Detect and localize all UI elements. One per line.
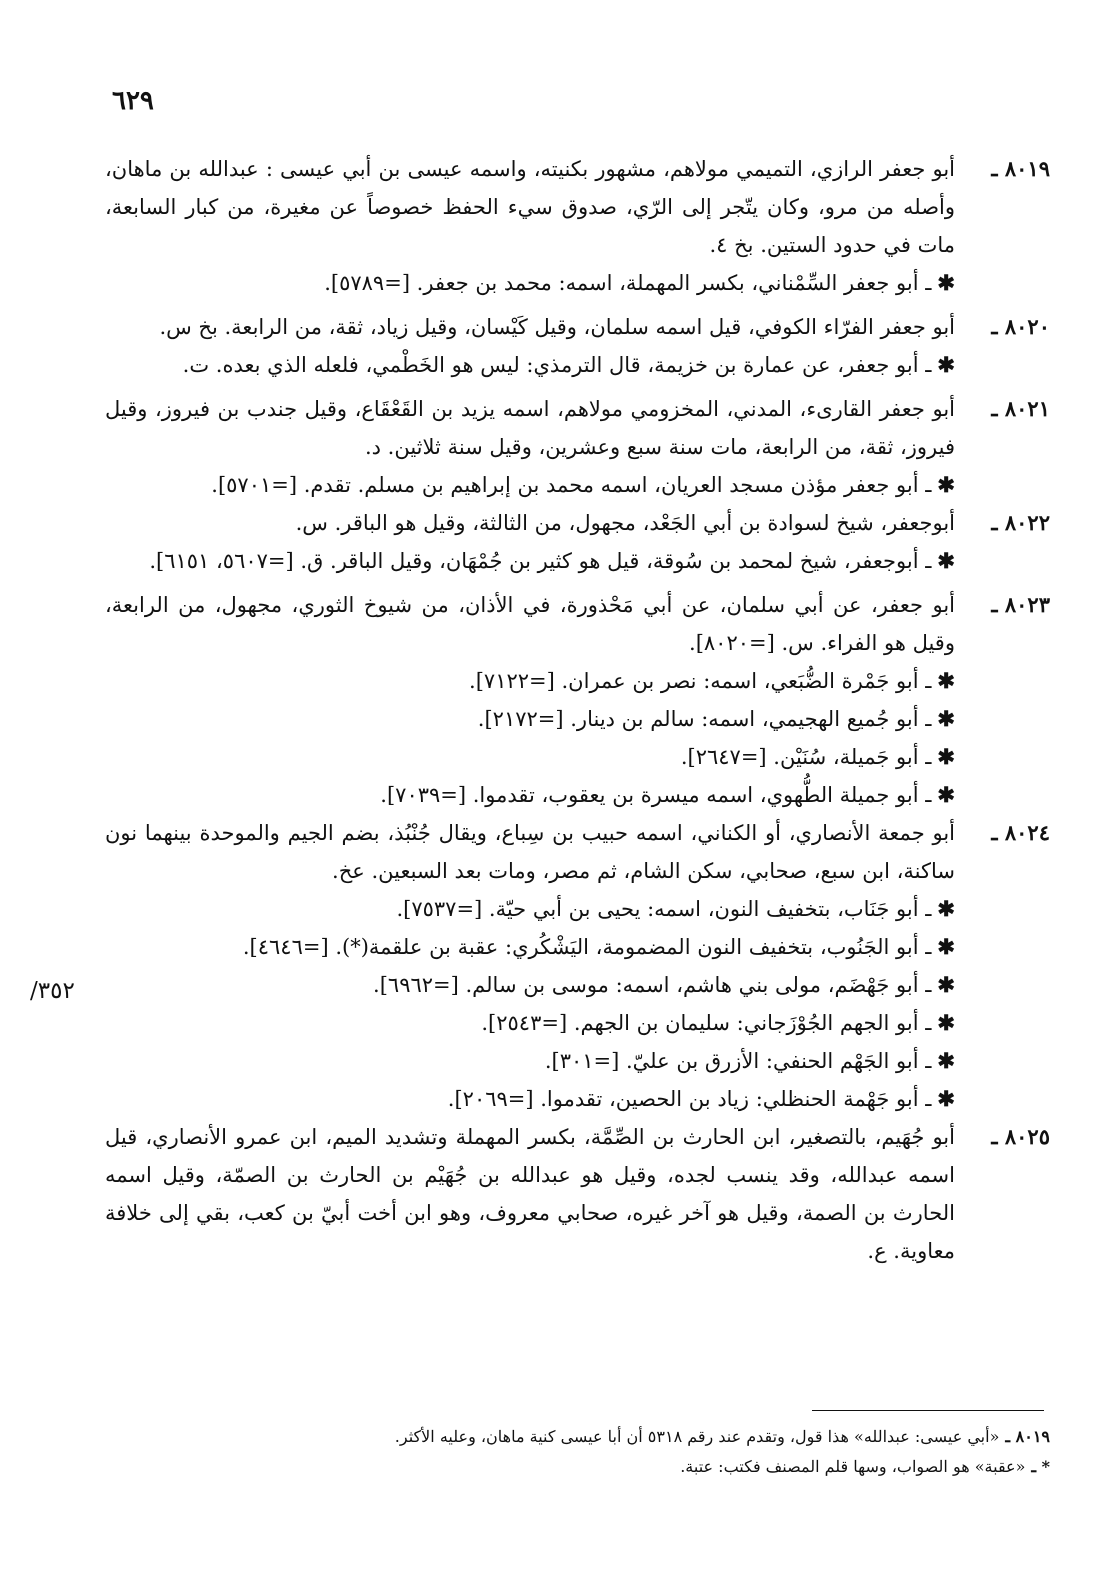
- reference-text: ـ أبو جُميع الهجيمي، اسمه: سالم بن دينار. [=٢١٧٢].: [477, 707, 932, 731]
- reference-line: [105, 466, 1050, 504]
- footnote-number: * ـ: [1031, 1457, 1050, 1476]
- entry-text: أبوجعفر، شيخ لسوادة بن أبي الجَعْد، مجهول، من الثالثة، وقيل هو الباقر. س.: [295, 511, 955, 535]
- reference-text: ـ أبو جعفر، عن عمارة بن خزيمة، قال الترمذي: ليس هو الخَطْمي، فلعله الذي بعده. ت.: [182, 353, 932, 377]
- entry-8023: [105, 586, 1050, 662]
- entry-number: ٨٠٢٢ ـ: [991, 510, 1050, 535]
- reference-line: [105, 1004, 1050, 1042]
- asterisk-icon: ✱: [937, 352, 955, 377]
- entry-number: ٨٠٢٥ ـ: [991, 1124, 1050, 1149]
- reference-text: ـ أبو الجَنُوب، بتخفيف النون المضمومة، اليَشْكُري: عقبة بن علقمة(*). [=٤٦٤٦].: [242, 935, 932, 959]
- entry-text: أبو جعفر الفرّاء الكوفي، قيل اسمه سلمان، وقيل كَيْسان، وقيل زياد، ثقة، من الرابعة. بخ س.: [159, 315, 955, 339]
- reference-text: ـ أبو جَميلة، سُنَيْن. [=٢٦٤٧].: [680, 745, 932, 769]
- entry-number: ٨٠٢٣ ـ: [991, 592, 1050, 617]
- entry-8025: [105, 1118, 1050, 1270]
- reference-line: [105, 264, 1050, 302]
- entry-number: ٨٠٢٤ ـ: [991, 820, 1050, 845]
- asterisk-icon: ✱: [937, 744, 955, 769]
- asterisk-icon: ✱: [937, 896, 955, 921]
- entry-text: أبو جعفر القارىء، المدني، المخزومي مولاهم، اسمه يزيد بن القَعْقَاع، وقيل جندب بن فيروز، وقيل فيروز، ثقة، من الرابعة، مات سنة سبع وعشرين، وقيل سنة ثلاثين. د.: [105, 397, 956, 459]
- asterisk-icon: ✱: [937, 782, 955, 807]
- reference-line: [105, 542, 1050, 580]
- reference-line: [105, 1080, 1050, 1118]
- asterisk-icon: ✱: [937, 972, 955, 997]
- footnote-text: «أبي عيسى: عبدالله» هذا قول، وتقدم عند رقم ٥٣١٨ أن أبا عيسى كنية ماهان، وعليه الأكثر.: [394, 1427, 1000, 1446]
- entry-8019: [105, 150, 1050, 264]
- reference-line: [105, 928, 1050, 966]
- asterisk-icon: ✱: [937, 548, 955, 573]
- reference-line: [105, 776, 1050, 814]
- asterisk-icon: ✱: [937, 472, 955, 497]
- margin-page-note: /٣٥٢: [30, 978, 75, 1004]
- reference-line: [105, 346, 1050, 384]
- entry-number: ٨٠٢٠ ـ: [991, 314, 1050, 339]
- reference-line: [105, 966, 1050, 1004]
- reference-text: ـ أبو جميلة الطُّهوي، اسمه ميسرة بن يعقوب، تقدموا. [=٧٠٣٩].: [380, 783, 932, 807]
- reference-text: ـ أبو جعفر مؤذن مسجد العريان، اسمه محمد بن إبراهيم بن مسلم. تقدم. [=٥٧٠١].: [211, 473, 932, 497]
- footnotes: [120, 1422, 1050, 1482]
- asterisk-icon: ✱: [937, 934, 955, 959]
- reference-line: [105, 890, 1050, 928]
- reference-line: [105, 662, 1050, 700]
- asterisk-icon: ✱: [937, 1010, 955, 1035]
- footnote-text: «عقبة» هو الصواب، وسها قلم المصنف فكتب: عتبة.: [680, 1457, 1026, 1476]
- entry-text: أبو جُهَيم، بالتصغير، ابن الحارث بن الصِّمَّة، بكسر المهملة وتشديد الميم، ابن عمرو الأنصاري، قيل اسمه عبدالله، وقد ينسب لجده، وقيل هو عبدالله بن جُهَيْم بن الحارث بن الصمّة، وقيل اسمه الحارث بن الصمة، وقيل هو آخر غيره، صحابي معروف، وهو ابن أخت أبيّ بن كعب، بقي إلى خلافة معاوية. ع.: [105, 1125, 955, 1263]
- footnote: [120, 1422, 1050, 1452]
- reference-text: ـ أبوجعفر، شيخ لمحمد بن سُوقة، قيل هو كثير بن جُمْهَان، وقيل الباقر. ق. [=٥٦٠٧، ٦١٥١].: [149, 549, 932, 573]
- reference-line: [105, 700, 1050, 738]
- entry-8022: [105, 504, 1050, 542]
- reference-text: ـ أبو جعفر السِّمْناني، بكسر المهملة، اسمه: محمد بن جعفر. [=٥٧٨٩].: [324, 271, 932, 295]
- reference-text: ـ أبو جَنَاب، بتخفيف النون، اسمه: يحيى بن أبي حيّة. [=٧٥٣٧].: [396, 897, 932, 921]
- footnote-number: ٨٠١٩ ـ: [1005, 1427, 1050, 1446]
- entry-text: أبو جعفر الرازي، التميمي مولاهم، مشهور بكنيته، واسمه عيسى بن أبي عيسى : عبدالله بن ماهان، وأصله من مرو، وكان يتّجر إلى الرّي، صدوق سيء الحفظ خصوصاً عن مغيرة، من كبار السابعة، مات في حدود الستين. بخ ٤.: [105, 157, 955, 257]
- asterisk-icon: ✱: [937, 1048, 955, 1073]
- reference-line: [105, 1042, 1050, 1080]
- asterisk-icon: ✱: [937, 270, 955, 295]
- asterisk-icon: ✱: [937, 668, 955, 693]
- entry-8021: [105, 390, 1050, 466]
- entry-text: أبو جعفر، عن أبي سلمان، عن أبي مَحْذورة، في الأذان، من شيوخ الثوري، مجهول، من الرابعة، وقيل هو الفراء. س. [=٨٠٢٠].: [105, 593, 955, 655]
- page-number: ٦٢٩: [112, 86, 154, 116]
- main-text: [105, 150, 1050, 1270]
- asterisk-icon: ✱: [937, 1086, 955, 1111]
- reference-text: ـ أبو جَهْضَم، مولى بني هاشم، اسمه: موسى بن سالم. [=٦٩٦٢].: [373, 973, 932, 997]
- reference-line: [105, 738, 1050, 776]
- entry-number: ٨٠١٩ ـ: [991, 156, 1050, 181]
- reference-text: ـ أبو الجهم الجُوْزَجاني: سليمان بن الجهم. [=٢٥٤٣].: [481, 1011, 932, 1035]
- entry-8020: [105, 308, 1050, 346]
- entry-text: أبو جمعة الأنصاري، أو الكناني، اسمه حبيب بن سِباع، ويقال جُنْبُذ، بضم الجيم والموحدة بينهما نون ساكنة، ابن سبع، صحابي، سكن الشام، ثم مصر، ومات بعد السبعين. عخ.: [105, 821, 955, 883]
- asterisk-icon: ✱: [937, 706, 955, 731]
- footnote-divider: [812, 1410, 1044, 1411]
- footnote: [120, 1452, 1050, 1482]
- entry-8024: [105, 814, 1050, 890]
- reference-text: ـ أبو الجَهْم الحنفي: الأزرق بن عليّ. [=٣٠١].: [544, 1049, 932, 1073]
- entry-number: ٨٠٢١ ـ: [991, 396, 1050, 421]
- reference-text: ـ أبو جَهْمة الحنظلي: زياد بن الحصين، تقدموا. [=٢٠٦٩].: [447, 1087, 932, 1111]
- reference-text: ـ أبو جَمْرة الضُّبَعي، اسمه: نصر بن عمران. [=٧١٢٢].: [469, 669, 932, 693]
